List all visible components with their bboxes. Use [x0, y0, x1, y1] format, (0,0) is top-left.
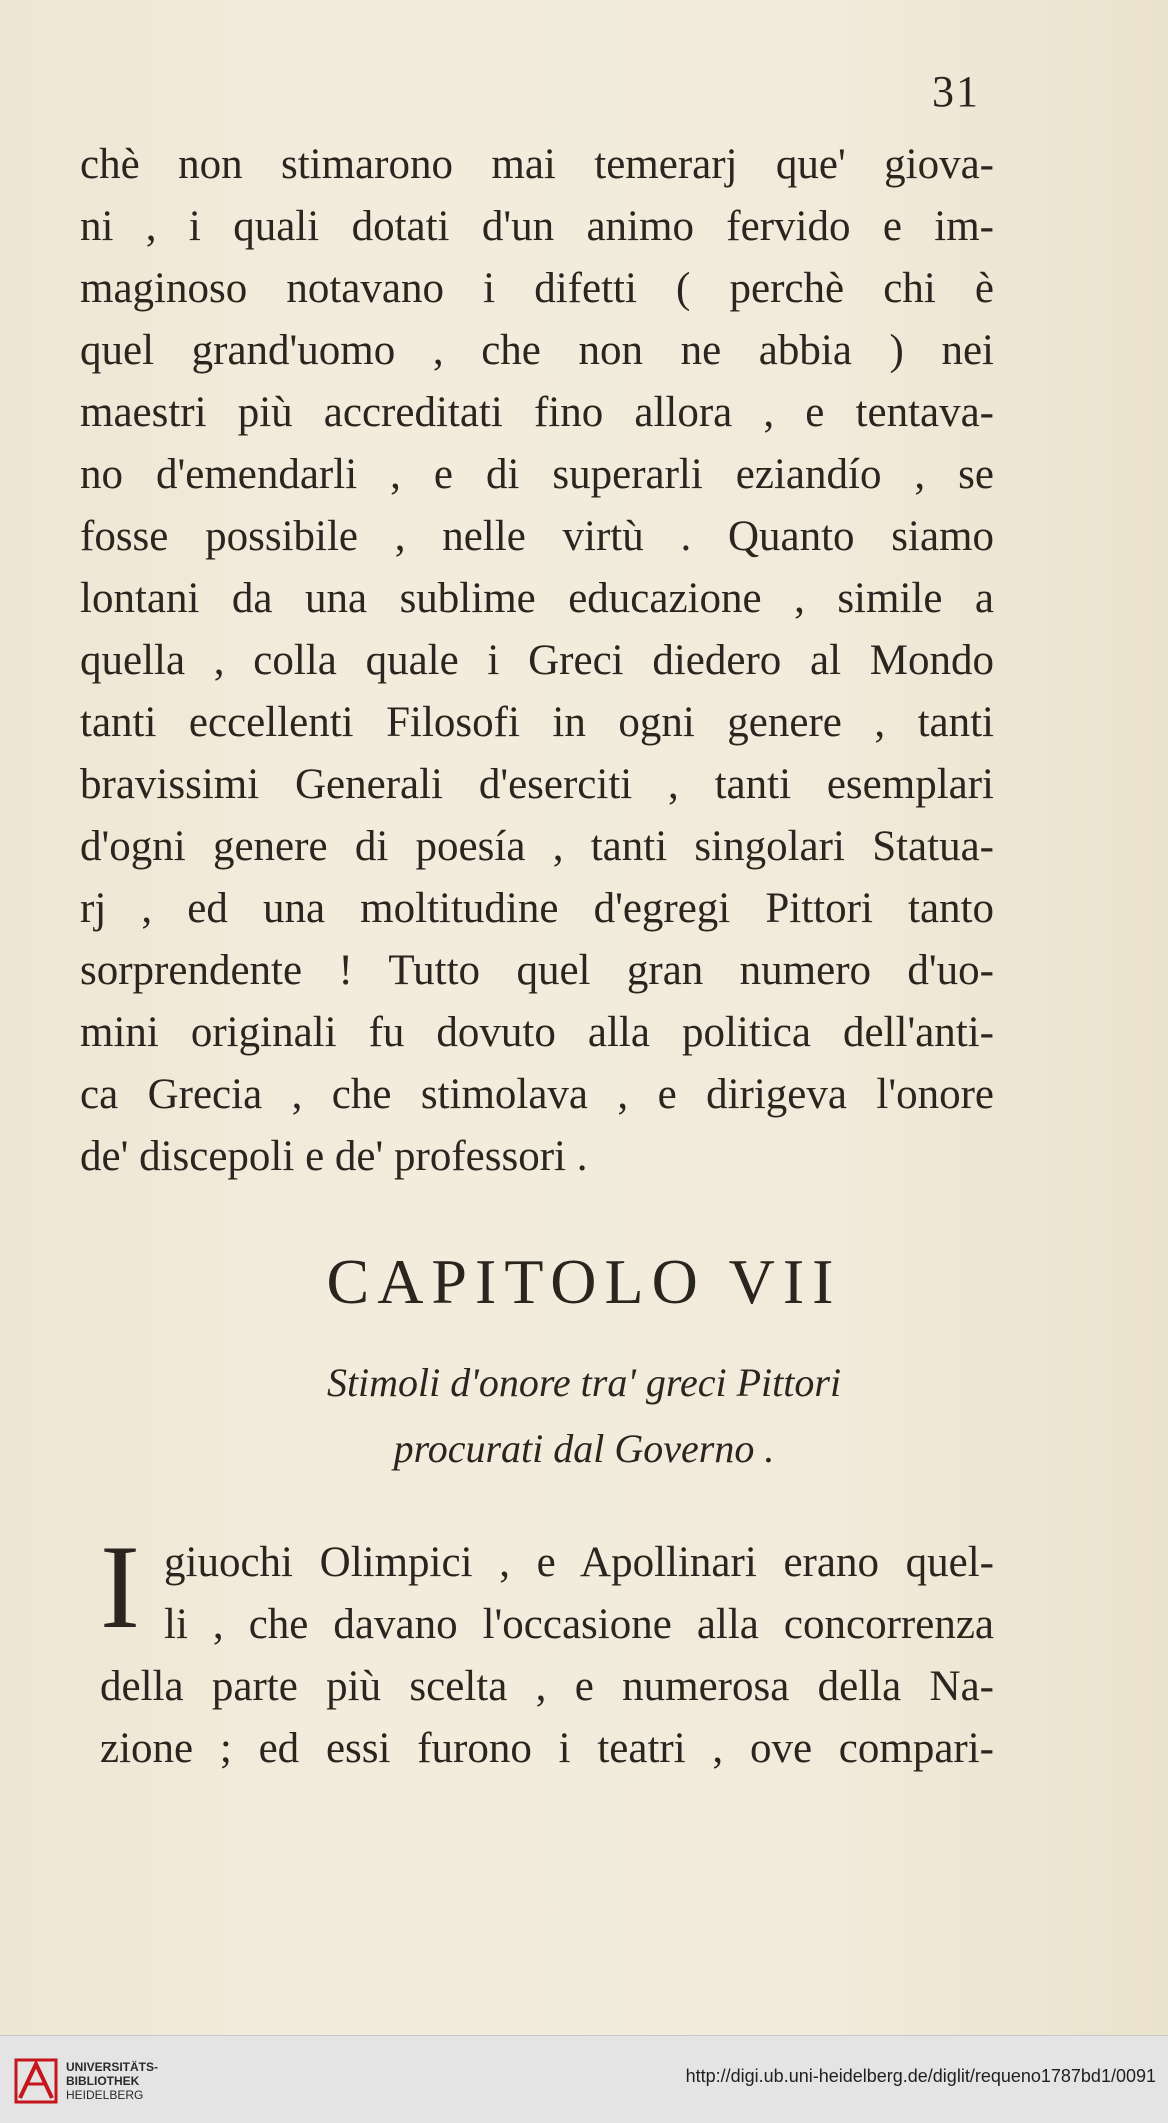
text-line: no d'emendarli , e di superarli eziandío , se	[80, 451, 994, 498]
text-line: li , che davano l'occasione alla concorrenza	[164, 1601, 994, 1648]
text-line: della parte più scelta , e numerosa della Na-	[100, 1663, 994, 1710]
text-line: lontani da una sublime educazione , simile a	[80, 575, 994, 622]
library-name-line: UNIVERSITÄTS-	[66, 2060, 159, 2074]
text-line: sorprendente ! Tutto quel gran numero d'uo-	[80, 947, 994, 994]
chapter-subtitle	[0, 1350, 1168, 1482]
library-name	[66, 2060, 158, 2102]
text-line: fosse possibile , nelle virtù . Quanto siamo	[80, 513, 994, 560]
drop-cap: I	[100, 1520, 140, 1653]
text-line: zione ; ed essi furono i teatri , ove compari-	[100, 1725, 994, 1772]
text-line: giuochi Olimpici , e Apollinari erano quel-	[164, 1539, 994, 1586]
text-line: rj , ed una moltitudine d'egregi Pittori tanto	[80, 885, 994, 932]
paragraph-2	[100, 1520, 994, 1780]
text-line: mini originali fu dovuto alla politica dell'anti-	[80, 1009, 994, 1056]
subtitle-line: Stimoli d'onore tra' greci Pittori	[326, 1360, 842, 1405]
text-line: d'ogni genere di poesía , tanti singolari Statua-	[80, 823, 994, 870]
library-name-line: HEIDELBERG	[66, 2088, 144, 2102]
text-line: ca Grecia , che stimolava , e dirigeva l'onore	[80, 1071, 994, 1118]
library-name-line: BIBLIOTHEK	[66, 2074, 140, 2088]
library-logo-icon	[14, 2054, 58, 2108]
source-url-link[interactable]: http://digi.ub.uni-heidelberg.de/diglit/requeno1787bd1/0091	[685, 2066, 1156, 2086]
text-line: quel grand'uomo , che non ne abbia ) nei	[80, 327, 994, 374]
paragraph-1	[80, 134, 994, 1188]
text-line: de' discepoli e de' professori .	[80, 1133, 588, 1180]
chapter-heading: CAPITOLO VII	[326, 1246, 842, 1317]
footer-bar	[0, 2035, 1168, 2123]
text-line: ni , i quali dotati d'un animo fervido e im-	[80, 203, 994, 250]
subtitle-line: procurati dal Governo .	[393, 1426, 775, 1471]
text-line: bravissimi Generali d'eserciti , tanti esemplari	[80, 761, 994, 808]
text-line: maginoso notavano i difetti ( perchè chi è	[80, 265, 994, 312]
page-number: 31	[932, 67, 980, 116]
text-line: chè non stimarono mai temerarj que' giova-	[80, 141, 994, 188]
text-line: tanti eccellenti Filosofi in ogni genere , tanti	[80, 699, 994, 746]
text-line: quella , colla quale i Greci diedero al Mondo	[80, 637, 994, 684]
text-line: maestri più accreditati fino allora , e tentava-	[80, 389, 994, 436]
